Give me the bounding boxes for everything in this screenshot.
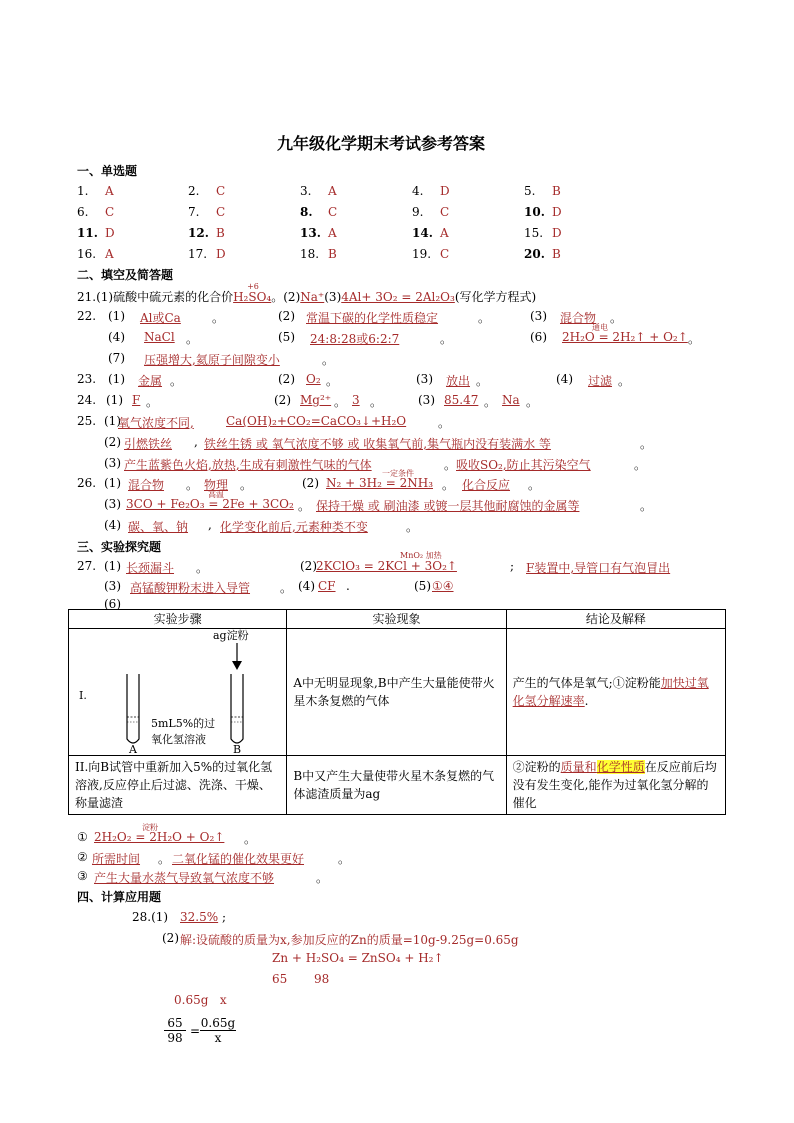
q-part: (7) (108, 351, 125, 365)
mc-answer: C (440, 247, 450, 261)
mc-answer: D (216, 247, 226, 261)
mc-answer: A (328, 226, 337, 240)
table-header: 实验步骤 (69, 610, 287, 629)
q-text: 。 (406, 520, 419, 534)
q-text: 。 (528, 478, 541, 492)
conclusion-text: ②淀粉的 (512, 760, 561, 774)
q-text: 。 (316, 871, 329, 885)
mc-num: 1. (77, 184, 89, 198)
q-part: (3) (104, 456, 121, 470)
section-heading-4: 四、计算应用题 (77, 890, 162, 904)
mc-num: 12. (188, 226, 209, 240)
answer: 化合反应 (462, 478, 511, 492)
q-text: 。 (158, 852, 171, 866)
answer: 过滤 (588, 374, 613, 388)
mc-num: 2. (188, 184, 200, 198)
q-text: 。 (688, 332, 701, 346)
answer: 混合物 (560, 311, 597, 325)
q-part: (4) (556, 372, 573, 386)
answer: 85.47 (444, 393, 479, 407)
q-text: 。 (212, 311, 225, 325)
fraction-left (164, 1016, 186, 1045)
answer: F装置中,导管口有气泡冒出 (526, 561, 671, 575)
q-text: 。 (186, 478, 199, 492)
answer: 产生大量水蒸气导致氧气浓度不够 (94, 871, 275, 885)
q-text: ; (222, 910, 227, 924)
q-text: 。 (526, 395, 539, 409)
answer: 化学变化前后,元素种类不变 (220, 520, 368, 534)
question-21 (77, 282, 537, 305)
answer: 压强增大,氦原子间隙变小 (144, 353, 280, 367)
answer: +6 H₂SO₄ (233, 282, 272, 304)
q-num: 27. (77, 559, 97, 573)
mc-answer: B (552, 247, 561, 261)
q-text: ; (510, 559, 515, 573)
answer: 混合物 (128, 478, 165, 492)
equals-sign: = (190, 1024, 201, 1038)
experiment-diagram-cell (69, 629, 287, 756)
answer-highlighted: 化学性质 (596, 760, 645, 774)
mc-answer: C (440, 205, 450, 219)
answer: Ca(OH)₂+CO₂=CaCO₃↓+H₂O (226, 414, 407, 428)
answer: Na (502, 393, 520, 407)
tube-label-a: A (129, 743, 137, 755)
section-heading-3: 三、实验探究题 (77, 540, 162, 554)
q-text: 。 (476, 374, 489, 388)
mc-num: 3. (300, 184, 312, 198)
answer: 铁丝生锈 或 氧气浓度不够 或 收集氧气前,集气瓶内没有装满水 等 (204, 437, 551, 451)
q-part: (4) (108, 330, 125, 344)
q-text: 。 (326, 374, 339, 388)
q-part: (3) (104, 497, 121, 511)
q-text: 。 (440, 332, 453, 346)
q-num: 21. (77, 290, 97, 304)
answer: 高锰酸钾粉末进入导管 (130, 581, 251, 595)
q-part: (4) (298, 579, 315, 593)
q-text: (3) (324, 290, 342, 304)
reaction-condition: 高温 (208, 490, 224, 499)
mc-num: 11. (77, 226, 98, 240)
page-title: 九年级化学期末考试参考答案 (277, 134, 486, 153)
answer: 引燃铁丝 (124, 437, 173, 451)
q-text: (1)硫酸中硫元素的化合价 (96, 290, 234, 304)
answer: 物理 (204, 478, 229, 492)
answer: 产生蓝紫色火焰,放热,生成有刺激性气味的气体 (124, 458, 372, 472)
q-part: (2) (302, 476, 319, 490)
q-text: , (194, 435, 198, 449)
table-header: 结论及解释 (506, 610, 725, 629)
answer: O₂ (306, 372, 321, 386)
mc-num: 16. (77, 247, 97, 261)
answer: 3 (352, 393, 360, 407)
answer: 常温下碳的化学性质稳定 (306, 311, 439, 325)
circle-number: ① (77, 830, 88, 844)
fraction-denominator: x (214, 1031, 222, 1045)
q-text: 。 (280, 581, 293, 595)
mc-answer: A (105, 247, 114, 261)
answer: F (132, 393, 141, 407)
valence-mark: +6 (247, 282, 259, 291)
q-part: (2) (278, 309, 295, 323)
q-text: 。 (640, 437, 653, 451)
fraction-numerator: 65 (164, 1016, 186, 1031)
mc-num: 13. (300, 226, 321, 240)
mc-answer: D (440, 184, 450, 198)
mc-answer: B (552, 184, 561, 198)
mc-answer: C (105, 205, 115, 219)
answer: 放出 (446, 374, 471, 388)
chemical-equation: Zn + H₂SO₄ = ZnSO₄ + H₂↑ (272, 951, 444, 965)
reaction-condition: 淀粉 (142, 823, 158, 832)
fraction-right (200, 1016, 236, 1045)
conclusion-text: 在反应前后均没有发生变化,能作为过氧化氢分解的催化 (512, 760, 717, 810)
table-header: 实验现象 (287, 610, 506, 629)
q-part: (2) (300, 559, 317, 573)
q-part: (6) (530, 330, 547, 344)
answer: 质量和 (560, 760, 597, 774)
circle-number: ② (77, 850, 88, 864)
q-num: 26. (77, 476, 97, 490)
q-text: 。 (478, 311, 491, 325)
answer: 3CO + Fe₂O₃ = 2Fe + 3CO₂ (126, 497, 294, 511)
mc-answer: C (216, 184, 226, 198)
mc-num: 5. (524, 184, 536, 198)
q-num: 22. (77, 309, 97, 323)
test-tube-a (127, 674, 139, 743)
answer: 长颈漏斗 (126, 561, 175, 575)
q-text: 。 (146, 395, 159, 409)
mc-answer: C (216, 205, 226, 219)
answer: 32.5% (180, 910, 219, 924)
conclusion-cell (506, 629, 725, 756)
q-text: 。 (338, 852, 351, 866)
q-num: 28.(1) (132, 910, 169, 924)
answer: Mg²⁺ (300, 393, 332, 407)
q-text: 。 (170, 374, 183, 388)
q-part: (1) (104, 559, 121, 573)
q-text: 。 (334, 395, 347, 409)
phenomenon-cell: B中又产生大量使带火星木条复燃的气体滤渣质量为ag (287, 756, 506, 815)
q-part: (2) (162, 931, 179, 945)
mc-num: 17. (188, 247, 208, 261)
q-text: 。 (438, 416, 451, 430)
step-cell: II.向B试管中重新加入5%的过氧化氢溶液,反应停止后过滤、洗涤、干燥、称量滤渣 (69, 756, 287, 815)
q-part: (1) (104, 476, 121, 490)
solution-label-line: 5mL5%的过 (151, 717, 216, 730)
reaction-condition: MnO₂ 加热 (400, 551, 442, 560)
q-text: 。 (244, 832, 257, 846)
answer: CF (318, 579, 336, 593)
q-part: (3) (104, 579, 121, 593)
answer: 所需时间 (92, 852, 141, 866)
mc-answer: D (552, 205, 562, 219)
answer: 24:8:28或6:2:7 (310, 332, 400, 346)
answer: 加快过氧化氢分解速率 (512, 676, 709, 708)
answer: 吸收SO₂,防止其污染空气 (456, 458, 591, 472)
mc-answer: B (328, 247, 337, 261)
q-part: (4) (104, 518, 121, 532)
q-part: (1) (106, 393, 123, 407)
mc-num: 7. (188, 205, 200, 219)
q-text: 。 (298, 499, 311, 513)
q-part: (2) (278, 372, 295, 386)
q-num: 24. (77, 393, 97, 407)
q-part: (1) (108, 372, 125, 386)
q-text: 。 (240, 478, 253, 492)
molar-mass: 98 (314, 972, 330, 986)
arrow-down-icon (232, 661, 242, 670)
answer: ①④ (432, 579, 454, 593)
q-part: (3) (530, 309, 547, 323)
solution-label-line: 氧化氢溶液 (151, 733, 206, 746)
q-text: 。 (196, 561, 209, 575)
mc-num: 20. (524, 247, 545, 261)
solution-text: 解:设硫酸的质量为x,参加反应的Zn的质量=10g-9.25g=0.65g (180, 933, 519, 947)
q-text: 。 (610, 311, 623, 325)
reaction-condition: 通电 (592, 323, 608, 332)
fraction-denominator: 98 (167, 1031, 183, 1045)
q-part: (3) (416, 372, 433, 386)
molar-mass: 65 (272, 972, 288, 986)
mc-answer: A (328, 184, 337, 198)
mc-num: 15. (524, 226, 544, 240)
q-text: (写化学方程式) (454, 290, 537, 304)
powder-label: ag淀粉 (213, 629, 249, 642)
section-heading-2: 二、填空及简答题 (77, 268, 174, 282)
q-text: 。(2) (271, 290, 301, 304)
mc-num: 8. (300, 205, 313, 219)
mc-answer: B (216, 226, 225, 240)
step-label: I. (79, 689, 87, 702)
answer: 2H₂O = 2H₂↑ + O₂↑ (562, 330, 688, 344)
mc-answer: D (552, 226, 562, 240)
circle-number: ③ (77, 869, 88, 883)
experiment-table (68, 609, 726, 815)
q-part: (5) (414, 579, 431, 593)
phenomenon-cell: A中无明显现象,B中产生大量能使带火星木条复燃的气体 (287, 629, 506, 756)
answer: 4Al+ 3O₂ = 2Al₂O₃ (341, 290, 455, 304)
mc-num: 4. (412, 184, 424, 198)
reaction-condition: 一定条件 (382, 469, 414, 478)
test-tube-diagram (69, 629, 287, 755)
fraction-numerator: 0.65g (200, 1016, 236, 1030)
q-text: 。 (484, 395, 497, 409)
q-text: 。 (634, 458, 647, 472)
answer: NaCl (144, 330, 175, 344)
mc-answer: D (105, 226, 115, 240)
q-part: (5) (278, 330, 295, 344)
mc-num: 9. (412, 205, 424, 219)
mc-answer: C (328, 205, 338, 219)
mc-num: 14. (412, 226, 433, 240)
answer: 氧气浓度不同, (118, 416, 194, 430)
q-text: , (208, 518, 212, 532)
q-part: (2) (274, 393, 291, 407)
mc-answer: A (105, 184, 114, 198)
q-part: (6) (104, 597, 121, 611)
q-part: (1) (108, 309, 125, 323)
q-text: 。 (186, 332, 199, 346)
mc-answer: A (440, 226, 449, 240)
conclusion-cell (506, 756, 725, 815)
given-values: 0.65g x (174, 993, 227, 1007)
q-text: 。 (640, 499, 653, 513)
answer: Al或Ca (140, 311, 181, 325)
mc-num: 10. (524, 205, 545, 219)
q-text: 。 (322, 353, 335, 367)
conclusion-text: . (584, 694, 589, 708)
answer: 金属 (138, 374, 163, 388)
test-tube-b (231, 674, 243, 743)
answer: 2H₂O₂ = 2H₂O + O₂↑ (94, 830, 225, 844)
answer: Na⁺ (300, 290, 325, 304)
q-text: . (346, 579, 350, 593)
conclusion-text: 产生的气体是氧气;①淀粉能 (512, 676, 661, 690)
answer: N₂ + 3H₂ = 2NH₃ (326, 476, 433, 490)
q-text: 。 (442, 478, 455, 492)
q-num: 25. (77, 414, 97, 428)
answer: 2KClO₃ = 2KCl + 3O₂↑ (316, 559, 457, 573)
q-part: (1) (104, 414, 121, 428)
q-text: 。 (370, 395, 383, 409)
section-heading-1: 一、单选题 (77, 164, 138, 178)
answer: 二氧化锰的催化效果更好 (172, 852, 305, 866)
q-part: (2) (104, 435, 121, 449)
mc-num: 18. (300, 247, 320, 261)
mc-num: 19. (412, 247, 432, 261)
q-text: 。 (618, 374, 631, 388)
tube-label-b: B (233, 743, 242, 755)
answer: 碳、氧、钠 (128, 520, 189, 534)
q-part: (3) (418, 393, 435, 407)
answer: 保持干燥 或 刷油漆 或镀一层其他耐腐蚀的金属等 (316, 499, 580, 513)
q-num: 23. (77, 372, 97, 386)
mc-num: 6. (77, 205, 89, 219)
q-text: 。 (444, 458, 457, 472)
